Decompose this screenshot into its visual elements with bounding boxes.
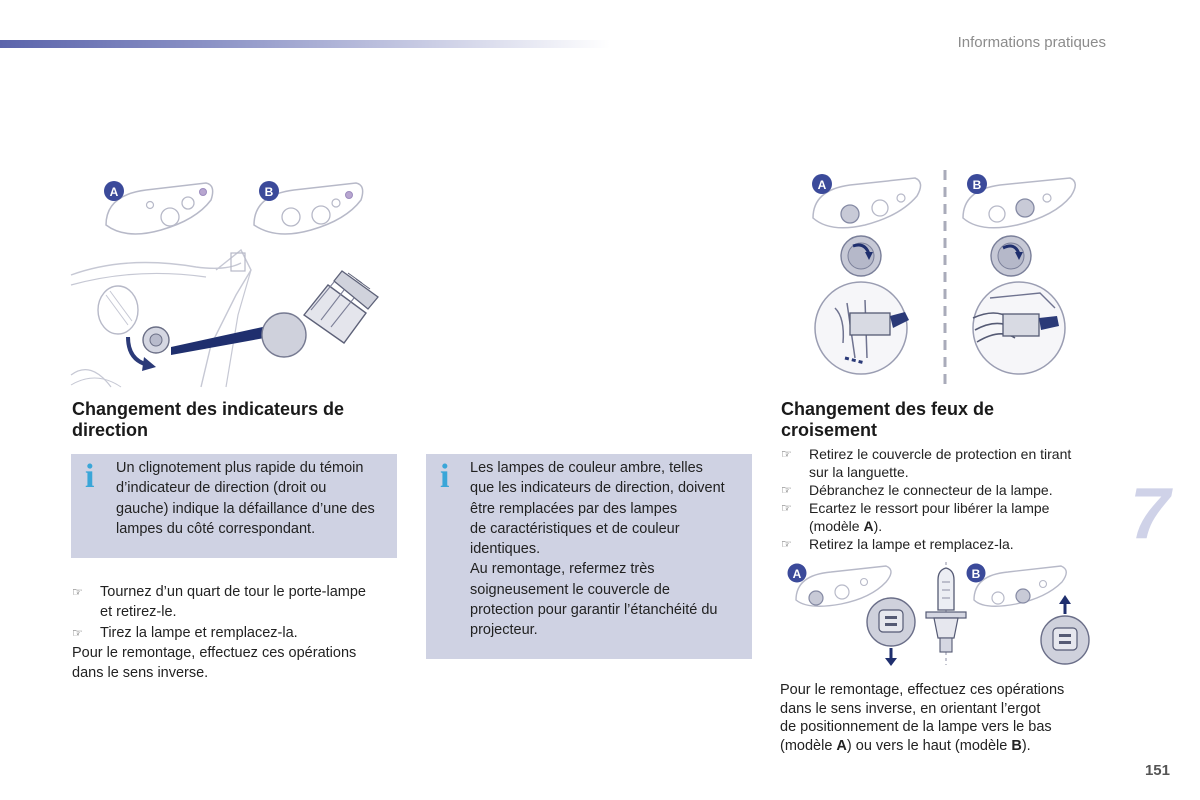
turn-indicator-illustration: [66, 175, 396, 390]
middle-info-text: Les lampes de couleur ambre, telles que les indicateurs de direction, doivent être remplacées par des lampes de caractéristiques et de couleur identiques. Au remontage, refermez très soigneusement le couvercle de protection pour garantir l’étanchéité du projecteur.: [470, 460, 725, 639]
right-section-heading: Changement des feux de croisement: [781, 399, 995, 440]
svg-text:B: B: [264, 185, 274, 199]
label-b: [967, 174, 987, 194]
info-icon: i: [440, 458, 450, 495]
left-section-heading: Changement des indicateurs de direction: [72, 399, 345, 440]
list-item: ☞ Ecartez le ressort pour libérer la lampe (modèle A).: [781, 500, 1050, 534]
list-item: ☞ Tournez d’un quart de tour le porte-lampe et retirez-le.: [72, 584, 366, 621]
label-b: [259, 181, 279, 201]
lamp-model-b-top-orientation: [1041, 595, 1089, 664]
headlamp-model-b-outline: [971, 566, 1066, 606]
list-item: ☞ Retirez le couvercle de protection en tirant sur la languette.: [781, 446, 1072, 480]
label-b: [967, 564, 986, 583]
svg-text:B: B: [971, 567, 981, 581]
low-beam-removal-illustration: [805, 168, 1095, 388]
pointing-hand-icon: ☞: [781, 483, 792, 497]
left-reassembly-note-line2: dans le sens inverse.: [72, 665, 209, 682]
pointing-hand-icon: ☞: [781, 501, 792, 515]
right-reassembly-note: Pour le remontage, effectuez ces opérations dans le sens inverse, en orientant l’ergot de positionnement de la lampe vers le bas (modèle A) ou vers le haut (modèle B).: [780, 682, 1065, 754]
label-a: [812, 174, 832, 194]
lamp-orientation-illustration: [786, 560, 1096, 675]
page-number: 151: [1144, 762, 1170, 779]
left-info-text: Un clignotement plus rapide du témoin d’indicateur de direction (droit ou gauche) indique la défaillance d’une des lampes du côté correspondant.: [116, 460, 375, 537]
list-item: ☞ Débranchez le connecteur de la lampe.: [781, 482, 1053, 498]
svg-text:A: A: [109, 185, 119, 199]
left-info-box: [71, 454, 397, 558]
lamp-model-a-bottom-orientation: [867, 598, 915, 666]
pointing-hand-icon: ☞: [781, 447, 792, 461]
middle-info-box: [426, 454, 752, 659]
svg-text:A: A: [817, 178, 827, 192]
chapter-number: 7: [1130, 474, 1171, 554]
pointing-hand-icon: ☞: [72, 625, 83, 640]
label-a: [104, 181, 124, 201]
info-icon: i: [85, 458, 95, 495]
pointing-hand-icon: ☞: [72, 585, 83, 599]
pointing-hand-icon: ☞: [781, 537, 792, 551]
left-steps-list: [72, 582, 402, 683]
h7-bulb-drawing: [926, 562, 966, 665]
list-item: ☞ Retirez la lampe et remplacez-la.: [781, 536, 1014, 552]
left-reassembly-note-line1: Pour le remontage, effectuez ces opérations: [72, 644, 357, 661]
header-accent-bar: [0, 40, 610, 48]
svg-text:A: A: [792, 567, 802, 581]
right-steps-list: [781, 445, 1111, 553]
label-a: [788, 564, 807, 583]
svg-text:B: B: [972, 178, 982, 192]
list-item: ☞ Tirez la lampe et remplacez-la.: [72, 623, 402, 643]
headlamp-model-a-outline: [796, 566, 891, 606]
section-title: Informations pratiques: [957, 34, 1106, 51]
